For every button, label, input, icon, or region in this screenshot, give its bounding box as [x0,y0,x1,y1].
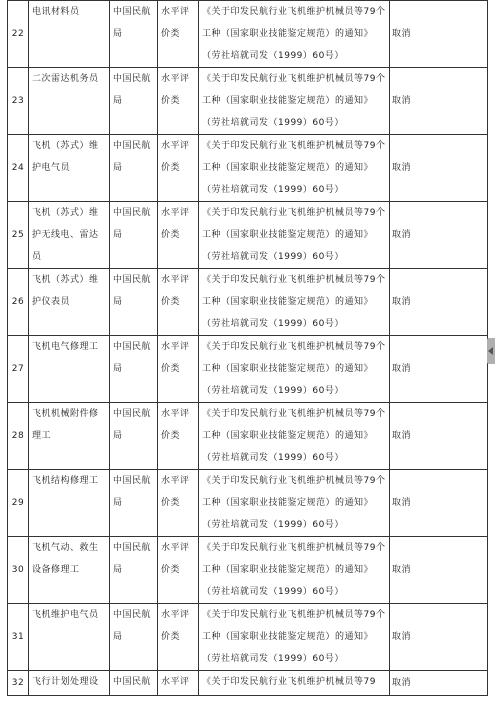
occupation-table [7,0,488,696]
basis-document-cell: 《关于印发民航行业飞机维护机械员等79 [199,671,390,696]
table-row [8,403,488,470]
category-cell: 水平评价类 [158,1,199,68]
basis-document-cell: 《关于印发民航行业飞机维护机械员等79个工种（国家职业技能鉴定规范）的通知》（劳社培就司发（1999）60号） [199,68,390,135]
action-cell: 取消 [390,135,488,202]
table-row [8,135,488,202]
basis-document-cell: 《关于印发民航行业飞机维护机械员等79个工种（国家职业技能鉴定规范）的通知》（劳社培就司发（1999）60号） [199,202,390,269]
basis-document-cell: 《关于印发民航行业飞机维护机械员等79个工种（国家职业技能鉴定规范）的通知》（劳社培就司发（1999）60号） [199,403,390,470]
occupation-name-cell: 飞机电气修理工 [29,336,110,403]
department-cell: 中国民航局 [110,269,158,336]
occupation-name-cell: 飞机（苏式）维护无线电、雷达员 [29,202,110,269]
row-number-cell: 26 [8,269,29,336]
row-number-cell: 24 [8,135,29,202]
chevron-left-icon [488,347,493,355]
row-number-cell: 27 [8,336,29,403]
basis-document-cell: 《关于印发民航行业飞机维护机械员等79个工种（国家职业技能鉴定规范）的通知》（劳社培就司发（1999）60号） [199,537,390,604]
row-number-cell: 22 [8,1,29,68]
row-number-cell: 31 [8,604,29,671]
table-row [8,470,488,537]
category-cell: 水平评价类 [158,604,199,671]
category-cell: 水平评价类 [158,336,199,403]
basis-document-cell: 《关于印发民航行业飞机维护机械员等79个工种（国家职业技能鉴定规范）的通知》（劳社培就司发（1999）60号） [199,135,390,202]
row-number-cell: 28 [8,403,29,470]
occupation-name-cell: 飞机机械附件修理工 [29,403,110,470]
department-cell: 中国民航局 [110,202,158,269]
department-cell: 中国民航 [110,671,158,696]
category-cell: 水平评价类 [158,403,199,470]
department-cell: 中国民航局 [110,470,158,537]
category-cell: 水平评价类 [158,68,199,135]
action-cell: 取消 [390,470,488,537]
occupation-name-cell: 飞机维护电气员 [29,604,110,671]
occupation-name-cell: 飞行计划处理设 [29,671,110,696]
basis-document-cell: 《关于印发民航行业飞机维护机械员等79个工种（国家职业技能鉴定规范）的通知》（劳社培就司发（1999）60号） [199,470,390,537]
category-cell: 水平评价类 [158,470,199,537]
department-cell: 中国民航局 [110,336,158,403]
action-cell: 取消 [390,671,488,696]
department-cell: 中国民航局 [110,604,158,671]
table-row [8,604,488,671]
table-row [8,336,488,403]
basis-document-cell: 《关于印发民航行业飞机维护机械员等79个工种（国家职业技能鉴定规范）的通知》（劳社培就司发（1999）60号） [199,1,390,68]
table-row [8,269,488,336]
category-cell: 水平评价类 [158,135,199,202]
action-cell: 取消 [390,68,488,135]
action-cell: 取消 [390,537,488,604]
occupation-name-cell: 飞机结构修理工 [29,470,110,537]
occupation-name-cell: 二次雷达机务员 [29,68,110,135]
category-cell: 水平评价类 [158,202,199,269]
action-cell: 取消 [390,336,488,403]
table-row [8,202,488,269]
category-cell: 水平评价类 [158,269,199,336]
department-cell: 中国民航局 [110,403,158,470]
row-number-cell: 32 [8,671,29,696]
department-cell: 中国民航局 [110,135,158,202]
row-number-cell: 23 [8,68,29,135]
table-row [8,1,488,68]
action-cell: 取消 [390,269,488,336]
basis-document-cell: 《关于印发民航行业飞机维护机械员等79个工种（国家职业技能鉴定规范）的通知》（劳社培就司发（1999）60号） [199,336,390,403]
action-cell: 取消 [390,403,488,470]
occupation-name-cell: 飞机（苏式）维护仪表员 [29,269,110,336]
side-scroll-tab[interactable] [487,338,495,364]
row-number-cell: 29 [8,470,29,537]
row-number-cell: 25 [8,202,29,269]
table-row [8,68,488,135]
department-cell: 中国民航局 [110,68,158,135]
category-cell: 水平评价类 [158,537,199,604]
occupation-name-cell: 飞机气动、救生设备修理工 [29,537,110,604]
action-cell: 取消 [390,604,488,671]
occupation-name-cell: 飞机（苏式）维护电气员 [29,135,110,202]
row-number-cell: 30 [8,537,29,604]
table-body [8,1,488,696]
department-cell: 中国民航局 [110,537,158,604]
category-cell: 水平评 [158,671,199,696]
action-cell: 取消 [390,1,488,68]
occupation-name-cell: 电讯材料员 [29,1,110,68]
basis-document-cell: 《关于印发民航行业飞机维护机械员等79个工种（国家职业技能鉴定规范）的通知》（劳社培就司发（1999）60号） [199,604,390,671]
table-row [8,671,488,696]
table-row [8,537,488,604]
department-cell: 中国民航局 [110,1,158,68]
basis-document-cell: 《关于印发民航行业飞机维护机械员等79个工种（国家职业技能鉴定规范）的通知》（劳社培就司发（1999）60号） [199,269,390,336]
action-cell: 取消 [390,202,488,269]
